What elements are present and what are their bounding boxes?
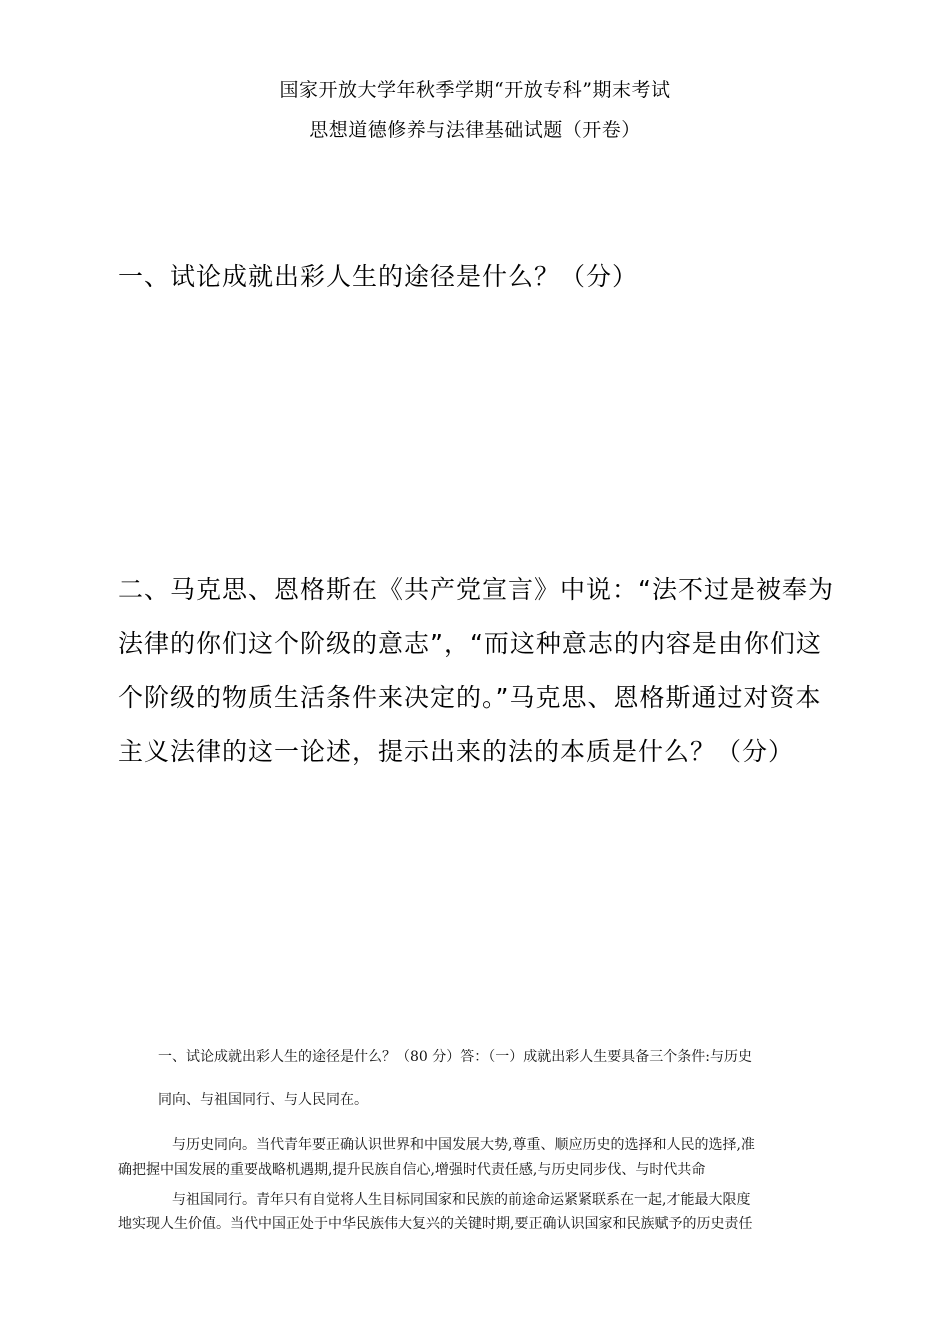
answer-line-1: 一、试论成就出彩人生的途径是什么？（80 分）答：（一）成就出彩人生要具备三个条件:与历史 bbox=[158, 1049, 752, 1065]
question-1: 一、试论成就出彩人生的途径是什么？（分） bbox=[118, 262, 639, 291]
answer-line-4: 确把握中国发展的重要战略机遇期,提升民族自信心,增强时代责任感,与历史同步伐、与时代共命 bbox=[118, 1162, 706, 1178]
answer-line-3: 与历史同向。当代青年要正确认识世界和中国发展大势,尊重、顺应历史的选择和人民的选择,准 bbox=[172, 1137, 755, 1153]
question-2: 二、马克思、恩格斯在《共产党宣言》中说：“法不过是被奉为法律的你们这个阶级的意志”，“而这种意志的内容是由你们这个阶级的物质生活条件来决定的。”马克思、恩格斯通过对资本主义法律的这一论述，提示出来的法的本质是什么？（分） bbox=[118, 575, 834, 766]
answer-line-2: 同向、与祖国同行、与人民同在。 bbox=[158, 1092, 368, 1108]
answer-line-6: 地实现人生价值。当代中国正处于中华民族伟大复兴的关键时期,要正确认识国家和民族赋予的历史责任 bbox=[118, 1216, 753, 1232]
answer-line-5: 与祖国同行。青年只有自觉将人生目标同国家和民族的前途命运紧紧联系在一起,才能最大限度 bbox=[172, 1192, 751, 1208]
exam-subtitle: 思想道德修养与法律基础试题（开卷） bbox=[309, 119, 641, 141]
exam-title: 国家开放大学年秋季学期“开放专科”期末考试 bbox=[279, 79, 671, 101]
